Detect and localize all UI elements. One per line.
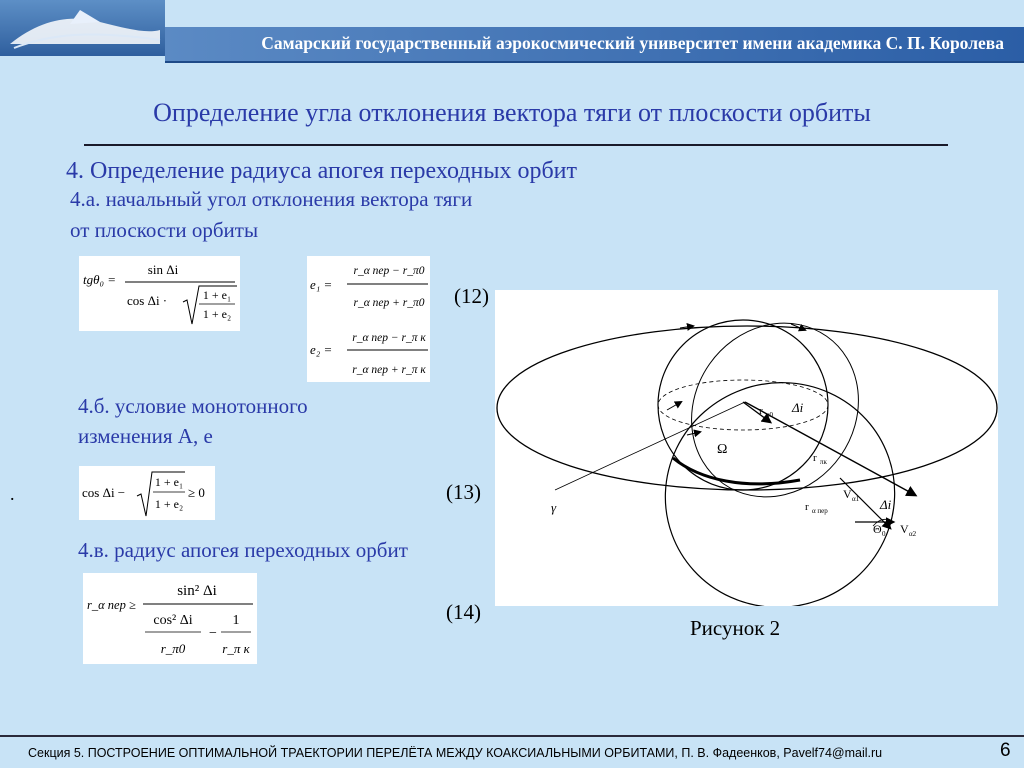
formula-monotonic-condition xyxy=(79,466,215,520)
page-number: 6 xyxy=(1000,740,1011,761)
label-theta0: Θ xyxy=(873,522,882,536)
section-heading: 4. Определение радиуса апогея переходных орбит xyxy=(66,158,577,184)
label-r-pik-sub: πк xyxy=(820,458,827,466)
formula-tg-theta0 xyxy=(79,256,240,331)
subsection-b-line2: изменения А, е xyxy=(78,424,213,448)
subsection-a-line1: 4.а. начальный угол отклонения вектора тяги xyxy=(70,187,473,211)
label-r-pik: r xyxy=(813,452,817,464)
f2-e2-num: r_α пер − r_π к xyxy=(352,332,426,344)
f1-numerator: sin Δi xyxy=(147,262,179,277)
f4-den-b-num: 1 xyxy=(232,613,240,628)
f3-right: ≥ 0 xyxy=(188,485,205,500)
f3-sqrt-den: 1 + e₂ xyxy=(154,497,184,511)
header-bar xyxy=(165,27,1024,63)
equation-number-14: (14) xyxy=(446,600,481,624)
label-v-a2: V xyxy=(900,522,909,536)
f4-minus: − xyxy=(209,626,217,641)
f2-e2-den: r_α пер + r_π к xyxy=(352,364,426,376)
bold-orbit-arc xyxy=(673,458,800,484)
f1-sqrt-num: 1 + e₁ xyxy=(202,288,232,302)
figure-caption: Рисунок 2 xyxy=(690,616,781,640)
label-gamma: γ xyxy=(551,500,557,515)
footer-text: Секция 5. ПОСТРОЕНИЕ ОПТИМАЛЬНОЙ ТРАЕКТОРИИ ПЕРЕЛЁТА МЕЖДУ КОАКСИАЛЬНЫМИ ОРБИТАМИ, П. В. Фадеенков, Pavelf74@mail.ru xyxy=(28,746,883,760)
subsection-c: 4.в. радиус апогея переходных орбит xyxy=(78,538,408,562)
f2-e2: e₂ = xyxy=(310,342,333,357)
formula-r-apogee xyxy=(83,573,257,664)
f2-e1: e₁ = xyxy=(310,277,333,292)
label-theta0-sub: 0 xyxy=(882,530,886,538)
subsection-a-line2: от плоскости орбиты xyxy=(70,218,259,242)
slide-title: Определение угла отклонения вектора тяги от плоскости орбиты xyxy=(153,98,871,127)
equation-number-12: (12) xyxy=(454,284,489,308)
label-v-a2-sub: α2 xyxy=(909,530,917,538)
f4-den-b-den: r_π к xyxy=(222,641,250,656)
stray-dot: . xyxy=(10,484,15,504)
large-orbit-ellipse xyxy=(497,326,997,490)
f3-sqrt-num: 1 + e₁ xyxy=(154,475,184,489)
figure-orbit-diagram xyxy=(495,290,998,606)
f2-e1-num: r_α пер − r_π0 xyxy=(353,265,425,277)
f4-den-a-num: cos² Δi xyxy=(153,613,193,628)
label-r-a-per: r xyxy=(805,501,809,513)
label-r-pi0-sub: π0 xyxy=(766,411,774,419)
f1-sqrt-den: 1 + e₂ xyxy=(202,307,232,321)
f4-den-a-den: r_π0 xyxy=(160,641,186,656)
label-v-a1: V xyxy=(843,487,852,501)
f4-lhs: r_α пер ≥ xyxy=(87,598,136,612)
f3-left: cos Δi − xyxy=(82,485,126,500)
title-underline xyxy=(84,144,948,146)
f1-lhs: tgθ₀ = xyxy=(83,272,117,287)
label-r-a-per-sub: α пер xyxy=(812,507,828,515)
f1-den-left: cos Δi · xyxy=(127,293,168,308)
footer-divider xyxy=(0,735,1024,737)
subsection-b-line1: 4.б. условие монотонного xyxy=(78,394,308,418)
university-logo xyxy=(0,0,165,56)
label-r-pi0: r xyxy=(759,405,763,417)
equation-number-13: (13) xyxy=(446,480,481,504)
f2-e1-den: r_α пер + r_π0 xyxy=(353,297,425,309)
formula-e1-e2 xyxy=(307,256,430,382)
f4-num: sin² Δi xyxy=(177,583,217,599)
label-delta-i-top: Δi xyxy=(792,400,804,415)
label-v-a1-sub: α1 xyxy=(852,495,860,503)
university-name: Самарский государственный аэрокосмический университет имени академика С. П. Королева xyxy=(261,33,1004,53)
label-delta-i-bottom: Δi xyxy=(880,497,892,512)
label-omega: Ω xyxy=(717,442,728,457)
